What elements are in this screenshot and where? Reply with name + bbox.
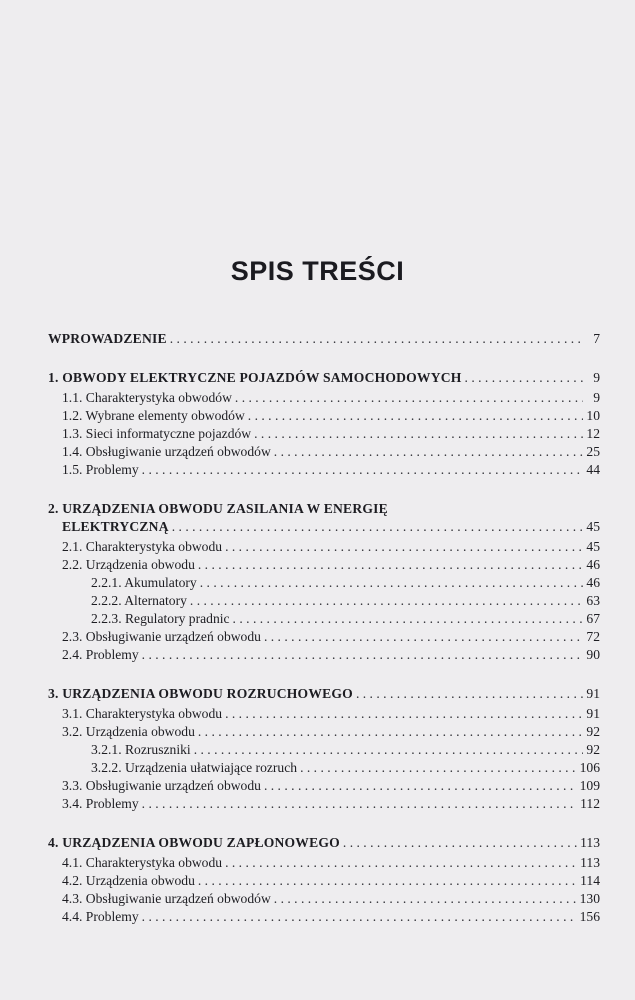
toc-chapter-row (48, 518, 600, 536)
toc-entry-page: 109 (579, 778, 600, 793)
toc-section-row (48, 407, 600, 425)
toc-section-row (48, 556, 600, 574)
toc-entry-label: 2.4. Problemy (62, 647, 139, 662)
toc-section-row (48, 795, 600, 813)
toc-section-row (48, 646, 600, 664)
toc-entry-label: 1.3. Sieci informatyczne pojazdów (62, 426, 252, 441)
toc-section-row (48, 628, 600, 646)
toc-entry-page: 114 (580, 873, 600, 888)
dot-leader (225, 854, 577, 872)
toc-entry-label: 1.4. Obsługiwanie urządzeń obwodów (62, 444, 271, 459)
dot-leader (235, 389, 583, 407)
toc-chapter-title: 2. URZĄDZENIA OBWODU ZASILANIA W ENERGIĘ (48, 501, 388, 516)
dot-leader (465, 369, 583, 387)
toc-chapter-row (48, 369, 600, 387)
toc-entry-label: 3. URZĄDZENIA OBWODU ROZRUCHOWEGO (48, 686, 353, 701)
toc-chapter (48, 330, 600, 348)
toc-subsubsection-row (48, 610, 600, 628)
dot-leader (142, 795, 577, 813)
toc-entry-page: 113 (580, 835, 600, 850)
toc-entry-page: 7 (593, 331, 600, 346)
dot-leader (300, 759, 577, 777)
toc-entry-label: 2.2. Urządzenia obwodu (62, 557, 195, 572)
toc-chapter (48, 834, 600, 926)
toc-entry-label: 1. OBWODY ELEKTRYCZNE POJAZDÓW SAMOCHODOWYCH (48, 370, 462, 385)
dot-leader (274, 890, 577, 908)
toc-entry-label: WPROWADZENIE (48, 331, 167, 346)
dot-leader (200, 574, 583, 592)
dot-leader (233, 610, 583, 628)
toc-entry-page: 67 (586, 611, 600, 626)
toc-entry-page: 92 (586, 724, 600, 739)
dot-leader (194, 741, 583, 759)
toc-section-row (48, 461, 600, 479)
toc-section-row (48, 777, 600, 795)
toc-section-row (48, 443, 600, 461)
toc-entry-label: 4. URZĄDZENIA OBWODU ZAPŁONOWEGO (48, 835, 340, 850)
dot-leader (225, 538, 583, 556)
toc-section-row (48, 872, 600, 890)
toc-entry-page: 12 (586, 426, 600, 441)
dot-leader (190, 592, 583, 610)
dot-leader (198, 556, 583, 574)
toc-subsubsection-row (48, 741, 600, 759)
toc-chapter (48, 685, 600, 813)
toc-entry-page: 45 (586, 539, 600, 554)
toc-entry-page: 44 (586, 462, 600, 477)
dot-leader (142, 646, 583, 664)
toc-entry-page: 130 (579, 891, 600, 906)
toc-entry-page: 9 (593, 390, 600, 405)
toc-entry-page: 72 (586, 629, 600, 644)
toc-entry-label: 1.2. Wybrane elementy obwodów (62, 408, 245, 423)
toc-entry-page: 63 (586, 593, 600, 608)
toc-subsubsection-row (48, 759, 600, 777)
toc-entry-page: 106 (579, 760, 600, 775)
toc-entry-label: 2.2.1. Akumulatory (91, 575, 197, 590)
dot-leader (198, 872, 577, 890)
toc-entry-page: 156 (579, 909, 600, 924)
toc-chapter (48, 500, 600, 664)
dot-leader (264, 777, 577, 795)
dot-leader (142, 461, 583, 479)
toc-chapter-row (48, 330, 600, 348)
toc-entry-page: 46 (586, 575, 600, 590)
toc-entry-label: 3.1. Charakterystyka obwodu (62, 706, 223, 721)
toc-section-row (48, 538, 600, 556)
toc-section-row (48, 723, 600, 741)
toc-entry-label: 4.3. Obsługiwanie urządzeń obwodów (62, 891, 271, 906)
toc-section-row (48, 890, 600, 908)
toc-entry-page: 46 (586, 557, 600, 572)
toc-chapter-row (48, 834, 600, 852)
dot-leader (248, 407, 583, 425)
dot-leader (172, 518, 583, 536)
toc-section-row (48, 389, 600, 407)
toc-entry-label: ELEKTRYCZNĄ (62, 519, 169, 534)
dot-leader (170, 330, 583, 348)
dot-leader (343, 834, 577, 852)
toc-entry-page: 90 (586, 647, 600, 662)
toc-entry-page: 112 (580, 796, 600, 811)
toc-entry-label: 3.2.1. Rozruszniki (91, 742, 191, 757)
toc-entry-label: 2.1. Charakterystyka obwodu (62, 539, 223, 554)
dot-leader (198, 723, 583, 741)
toc-entry-label: 3.2.2. Urządzenia ułatwiające rozruch (91, 760, 298, 775)
dot-leader (254, 425, 583, 443)
toc-entry-label: 4.2. Urządzenia obwodu (62, 873, 195, 888)
toc-entry-page: 91 (586, 686, 600, 701)
toc-entry-label: 4.4. Problemy (62, 909, 139, 924)
toc-section-row (48, 705, 600, 723)
toc-section-row (48, 854, 600, 872)
toc-section-row (48, 425, 600, 443)
page-title: SPIS TREŚCI (230, 256, 405, 286)
toc-entry-page: 9 (593, 370, 600, 385)
toc-chapter-row (48, 685, 600, 703)
toc-entry-page: 91 (586, 706, 600, 721)
dot-leader (264, 628, 583, 646)
toc-entry-label: 1.1. Charakterystyka obwodów (62, 390, 232, 405)
toc-entry-label: 2.2.2. Alternatory (91, 593, 187, 608)
dot-leader (225, 705, 583, 723)
dot-leader (274, 443, 583, 461)
toc-chapter (48, 369, 600, 479)
toc-entry-page: 25 (586, 444, 600, 459)
toc-entry-page: 10 (586, 408, 600, 423)
toc-subsubsection-row (48, 574, 600, 592)
table-of-contents (48, 330, 600, 947)
toc-entry-page: 92 (586, 742, 600, 757)
toc-entry-label: 2.3. Obsługiwanie urządzeń obwodu (62, 629, 261, 644)
dot-leader (142, 908, 577, 926)
toc-entry-label: 2.2.3. Regulatory pradnic (91, 611, 230, 626)
toc-entry-label: 3.3. Obsługiwanie urządzeń obwodu (62, 778, 261, 793)
toc-entry-label: 3.4. Problemy (62, 796, 139, 811)
dot-leader (356, 685, 583, 703)
toc-entry-page: 45 (586, 519, 600, 534)
toc-entry-label: 1.5. Problemy (62, 462, 139, 477)
toc-entry-label: 3.2. Urządzenia obwodu (62, 724, 195, 739)
toc-section-row (48, 908, 600, 926)
toc-entry-page: 113 (580, 855, 600, 870)
toc-subsubsection-row (48, 592, 600, 610)
toc-entry-label: 4.1. Charakterystyka obwodu (62, 855, 223, 870)
